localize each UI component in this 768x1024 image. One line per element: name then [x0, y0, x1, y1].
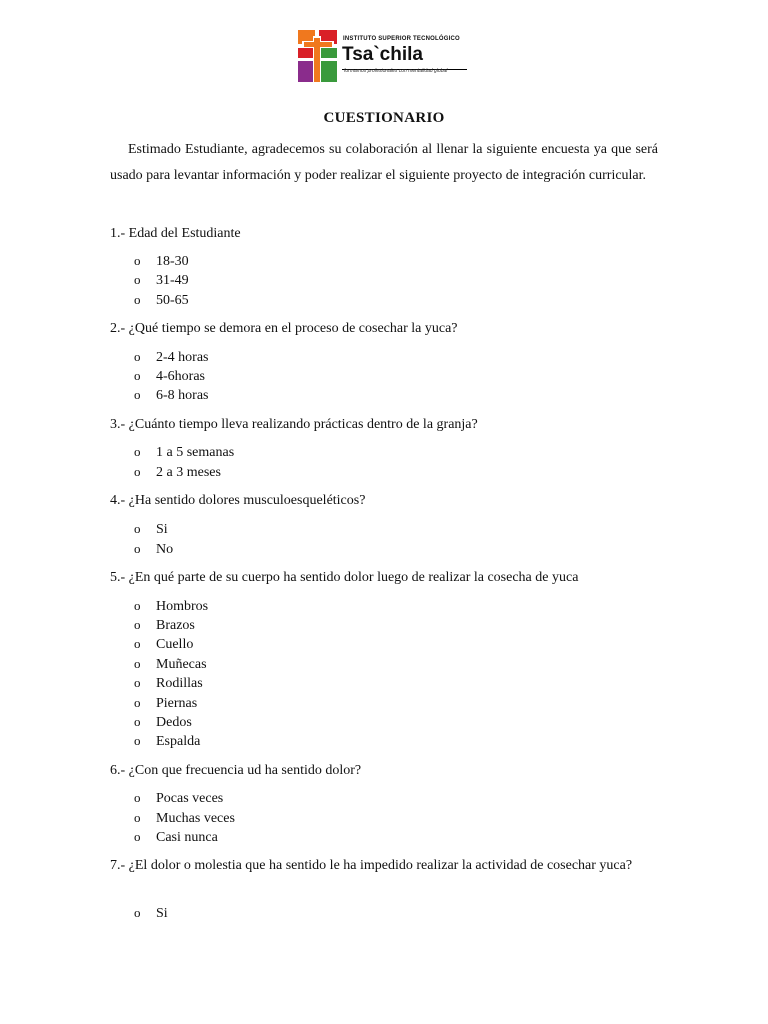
- logo-name: Tsa`chila: [342, 44, 423, 65]
- option-label: Si: [156, 522, 168, 537]
- option-label: Dedos: [156, 715, 192, 730]
- bullet-icon: o: [134, 675, 141, 690]
- option-item: [134, 463, 221, 482]
- bullet-icon: o: [134, 636, 141, 651]
- bullet-icon: o: [134, 272, 141, 287]
- option-label: 50-65: [156, 293, 189, 308]
- option-label: 4-6horas: [156, 369, 205, 384]
- bullet-icon: o: [134, 253, 141, 268]
- option-item: [134, 809, 235, 828]
- option-item: [134, 252, 189, 271]
- option-item: [134, 904, 168, 923]
- option-label: Brazos: [156, 618, 195, 633]
- bullet-icon: o: [134, 368, 141, 383]
- option-label: No: [156, 542, 174, 557]
- option-label: 6-8 horas: [156, 388, 209, 403]
- option-item: [134, 674, 203, 693]
- option-item: [134, 348, 209, 367]
- option-item: [134, 713, 192, 732]
- option-label: Rodillas: [156, 676, 203, 691]
- option-item: [134, 635, 193, 654]
- option-item: [134, 520, 168, 539]
- option-label: 1 a 5 semanas: [156, 445, 235, 460]
- question-7: 7.- ¿El dolor o molestia que ha sentido le ha impedido realizar la actividad de cosechar yuca?: [110, 858, 633, 873]
- question-6: 6.- ¿Con que frecuencia ud ha sentido dolor?: [110, 763, 362, 778]
- option-label: 18-30: [156, 254, 189, 269]
- option-label: Cuello: [156, 637, 194, 652]
- option-item: [134, 443, 234, 462]
- option-label: Casi nunca: [156, 830, 218, 845]
- option-label: Hombros: [156, 599, 209, 614]
- option-label: 2 a 3 meses: [156, 465, 221, 480]
- bullet-icon: o: [134, 387, 141, 402]
- option-label: 31-49: [156, 273, 189, 288]
- option-item: [134, 367, 205, 386]
- logo-tagline: formamos profesionales con mentalidad global: [344, 68, 448, 74]
- option-item: [134, 597, 208, 616]
- bullet-icon: o: [134, 292, 141, 307]
- logo-emblem-icon: [296, 28, 342, 84]
- question-3: 3.- ¿Cuánto tiempo lleva realizando prácticas dentro de la granja?: [110, 417, 478, 432]
- question-5: 5.- ¿En qué parte de su cuerpo ha sentido dolor luego de realizar la cosecha de yuca: [110, 570, 579, 585]
- option-item: [134, 694, 197, 713]
- question-1: 1.- Edad del Estudiante: [110, 226, 241, 241]
- institute-logo: [296, 28, 472, 84]
- option-item: [134, 386, 209, 405]
- bullet-icon: o: [134, 733, 141, 748]
- option-label: Pocas veces: [156, 791, 224, 806]
- bullet-icon: o: [134, 444, 141, 459]
- option-label: Muchas veces: [156, 811, 235, 826]
- bullet-icon: o: [134, 656, 141, 671]
- option-item: [134, 828, 218, 847]
- bullet-icon: o: [134, 829, 141, 844]
- option-label: Piernas: [156, 696, 198, 711]
- option-label: Si: [156, 906, 168, 921]
- intro-paragraph: Estimado Estudiante, agradecemos su colaboración al llenar la siguiente encuesta ya que será usado para levantar información y poder realizar el siguiente proyecto de integración curricular.: [110, 142, 658, 183]
- question-2: 2.- ¿Qué tiempo se demora en el proceso de cosechar la yuca?: [110, 321, 458, 336]
- bullet-icon: o: [134, 598, 141, 613]
- bullet-icon: o: [134, 541, 141, 556]
- option-label: Muñecas: [156, 657, 207, 672]
- bullet-icon: o: [134, 464, 141, 479]
- bullet-icon: o: [134, 349, 141, 364]
- question-4: 4.- ¿Ha sentido dolores musculoesqueléticos?: [110, 493, 366, 508]
- bullet-icon: o: [134, 695, 141, 710]
- option-item: [134, 540, 173, 559]
- option-label: Espalda: [156, 734, 201, 749]
- option-item: [134, 616, 195, 635]
- option-item: [134, 732, 200, 751]
- page-title: CUESTIONARIO: [323, 110, 445, 126]
- option-item: [134, 789, 223, 808]
- option-item: [134, 291, 189, 310]
- logo-institute-label: INSTITUTO SUPERIOR TECNOLÓGICO: [343, 36, 460, 42]
- option-item: [134, 655, 207, 674]
- bullet-icon: o: [134, 905, 141, 920]
- bullet-icon: o: [134, 790, 141, 805]
- bullet-icon: o: [134, 810, 141, 825]
- option-item: [134, 271, 189, 290]
- option-label: 2-4 horas: [156, 350, 209, 365]
- bullet-icon: o: [134, 617, 141, 632]
- bullet-icon: o: [134, 714, 141, 729]
- bullet-icon: o: [134, 521, 141, 536]
